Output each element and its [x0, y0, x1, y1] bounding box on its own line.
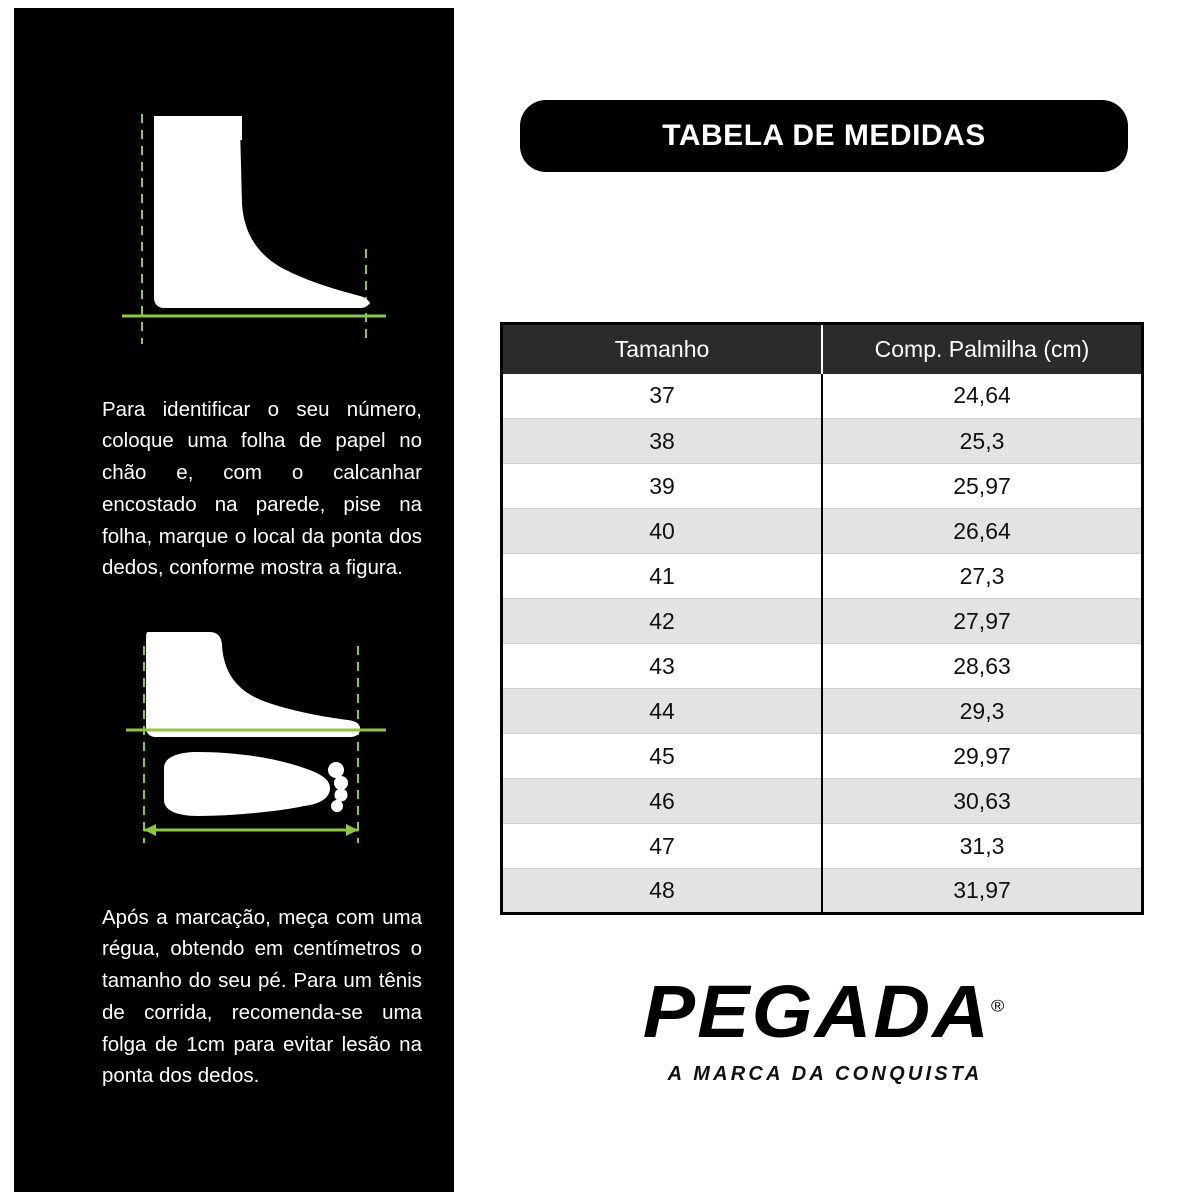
- table-row: [502, 824, 1143, 869]
- table-row: [502, 779, 1143, 824]
- brand-logo: [520, 970, 1130, 1086]
- instructions-panel: [14, 8, 454, 1192]
- cell-size: 43: [502, 644, 823, 689]
- cell-length: 27,97: [822, 599, 1143, 644]
- cell-size: 42: [502, 599, 823, 644]
- cell-size: 44: [502, 689, 823, 734]
- table-row: [502, 734, 1143, 779]
- cell-length: 26,64: [822, 509, 1143, 554]
- cell-size: 45: [502, 734, 823, 779]
- table-row: [502, 509, 1143, 554]
- size-table-container: [500, 322, 1144, 915]
- table-header-row: [502, 324, 1143, 374]
- cell-size: 47: [502, 824, 823, 869]
- cell-size: 46: [502, 779, 823, 824]
- brand-tagline: A MARCA DA CONQUISTA: [667, 1063, 983, 1085]
- cell-length: 31,97: [822, 869, 1143, 914]
- cell-size: 38: [502, 419, 823, 464]
- cell-length: 25,3: [822, 419, 1143, 464]
- column-header-comp-palmilha: Comp. Palmilha (cm): [822, 324, 1143, 374]
- cell-length: 24,64: [822, 374, 1143, 419]
- cell-size: 48: [502, 869, 823, 914]
- table-row: [502, 689, 1143, 734]
- cell-length: 31,3: [822, 824, 1143, 869]
- instruction-text-1: Para identificar o seu número, coloque uma folha de papel no chão e, com o calcanhar encostado na parede, pise na folha, marque o local da ponta dos dedos, conforme mostra a figura.: [102, 397, 422, 580]
- foot-side-view-measure-diagram: [14, 104, 454, 354]
- cell-length: 27,3: [822, 554, 1143, 599]
- page-title-text: TABELA DE MEDIDAS: [662, 119, 986, 152]
- foot-top-view-measure-diagram: [14, 618, 454, 868]
- page-title: [520, 100, 1128, 172]
- brand-name: [643, 970, 1007, 1053]
- instruction-text-2: Após a marcação, meça com uma régua, obtendo em centímetros o tamanho do seu pé. Para um tênis de corrida, recomenda-se uma folga de 1cm para evitar lesão na ponta dos dedos.: [102, 905, 422, 1088]
- cell-length: 25,97: [822, 464, 1143, 509]
- cell-length: 29,3: [822, 689, 1143, 734]
- cell-size: 40: [502, 509, 823, 554]
- table-row: [502, 464, 1143, 509]
- cell-length: 29,97: [822, 734, 1143, 779]
- cell-size: 41: [502, 554, 823, 599]
- size-table: [500, 322, 1144, 915]
- table-row: [502, 419, 1143, 464]
- table-row: [502, 644, 1143, 689]
- column-header-tamanho: Tamanho: [502, 324, 823, 374]
- cell-length: 28,63: [822, 644, 1143, 689]
- registered-mark: ®: [991, 996, 1007, 1016]
- table-row: [502, 374, 1143, 419]
- brand-name-text: PEGADA: [643, 970, 992, 1053]
- table-row: [502, 599, 1143, 644]
- table-row: [502, 869, 1143, 914]
- table-row: [502, 554, 1143, 599]
- cell-size: 37: [502, 374, 823, 419]
- cell-size: 39: [502, 464, 823, 509]
- cell-length: 30,63: [822, 779, 1143, 824]
